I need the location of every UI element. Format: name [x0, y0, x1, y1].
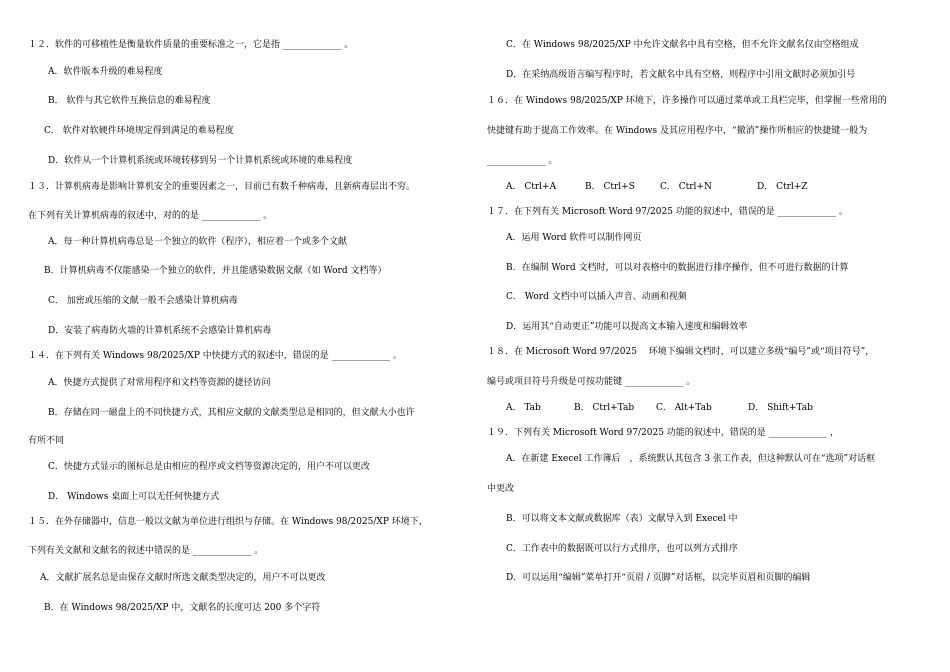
right-text-line: B．在编制 Word 文档时，可以对表格中的数据进行排序操作，但不可进行数据的计算	[506, 263, 849, 273]
right-text-line: A． Ctrl+A	[506, 182, 557, 192]
right-text-line: 编号或项目符号升级是可按功能键 _____________ 。	[487, 377, 696, 387]
left-text-line: １２．软件的可移植性是衡量软件质量的重要标准之一，它是指 _____________ 。	[28, 40, 354, 50]
left-text-line: １５．在外存储器中，信息一般以文献为单位进行组织与存储。在 Windows 98/2025/XP 环境下，	[28, 517, 428, 527]
right-text-line: 中更改	[487, 484, 515, 494]
right-text-line: A． Tab	[506, 403, 541, 413]
right-text-line: _____________ 。	[487, 156, 558, 166]
right-text-line: D．在采纳高级语言编写程序时，若文献名中具有空格，则程序中引用文献时必须加引号	[506, 70, 856, 80]
left-text-line: B．在 Windows 98/2025/XP 中，文献名的长度可达 200 多个字符	[44, 603, 321, 613]
left-text-line: C． 加密或压缩的文献一般不会感染计算机病毒	[48, 296, 238, 306]
left-text-line: D．安装了病毒防火墙的计算机系统不会感染计算机病毒	[48, 326, 272, 336]
left-text-line: A．软件版本升级的难易程度	[48, 67, 163, 77]
right-text-line: C． Word 文档中可以插入声音、动画和视频	[506, 292, 687, 302]
right-text-line: C．工作表中的数据既可以行方式排序，也可以列方式排序	[506, 544, 738, 554]
left-text-line: 在下列有关计算机病毒的叙述中，对的的是 _____________ 。	[28, 211, 273, 221]
right-text-line: １８．在 Microsoft Word 97/2025 环境下编辑文档时，可以建立多级“编号”或“项目符号”，	[487, 347, 875, 357]
left-text-line: １４．在下列有关 Windows 98/2025/XP 中快捷方式的叙述中，错误的是 _____________ 。	[28, 351, 402, 361]
right-text-line: D．可以运用“编辑”菜单打开“页眉 / 页脚”对话框，以完毕页眉和页脚的编辑	[506, 573, 811, 583]
right-text-line: D． Ctrl+Z	[757, 182, 808, 192]
left-text-line: A．文献扩展名总是由保存文献时所选文献类型决定的，用户不可以更改	[40, 573, 326, 583]
right-text-line: B．可以将文本文献或数据库（表）文献导入到 Execel 中	[506, 514, 738, 524]
right-text-line: B． Ctrl+Tab	[574, 403, 635, 413]
right-text-line: D．运用其“自动更正”功能可以提高文本输入速度和编辑效率	[506, 322, 748, 332]
right-text-line: １６．在 Windows 98/2025/XP 环境下，许多操作可以通过菜单或工具栏完毕，但掌握一些常用的	[487, 96, 887, 106]
right-text-line: 快捷键有助于提高工作效率。在 Windows 及其应用程序中，“撤消”操作所相应的快捷键一般为	[487, 126, 868, 136]
left-text-line: B．计算机病毒不仅能感染一个独立的软件，并且能感染数据文献（如 Word 文档等）	[44, 266, 387, 276]
right-text-line: １７．在下列有关 Microsoft Word 97/2025 功能的叙述中，错误的是 _____________ 。	[487, 207, 849, 217]
left-text-line: D．软件从一个计算机系统或环境转移到另一个计算机系统或环境的难易程度	[48, 156, 353, 166]
right-text-line: A．运用 Word 软件可以制作网页	[506, 233, 642, 243]
left-text-line: B．存储在同一磁盘上的不同快捷方式，其相应文献的文献类型总是相同的，但文献大小也许	[48, 408, 415, 418]
left-text-line: D． Windows 桌面上可以无任何快捷方式	[48, 492, 220, 502]
right-text-line: B． Ctrl+S	[585, 182, 635, 192]
right-text-line: C．在 Windows 98/2025/XP 中允许文献名中具有空格，但不允许文献名仅由空格组成	[506, 40, 859, 50]
left-text-line: C．快捷方式显示的图标总是由相应的程序或文档等资源决定的，用户不可以更改	[48, 462, 370, 472]
left-text-line: C． 软件对软硬件环境规定得到满足的难易程度	[44, 126, 234, 136]
left-text-line: A．快捷方式提供了对常用程序和文档等资源的捷径访问	[48, 378, 271, 388]
left-text-line: A．每一种计算机病毒总是一个独立的软件（程序），相应着一个或多个文献	[48, 237, 348, 247]
left-text-line: B． 软件与其它软件互换信息的难易程度	[48, 96, 211, 106]
right-text-line: １９．下列有关 Microsoft Word 97/2025 功能的叙述中，错误的是 _____________ ，	[487, 428, 840, 438]
left-text-line: １３．计算机病毒是影响计算机安全的重要因素之一，目前已有数千种病毒，且新病毒层出不穷。	[28, 182, 416, 192]
left-text-line: 有所不同	[28, 436, 65, 446]
left-text-line: 下列有关文献和文献名的叙述中错误的是 _____________ 。	[28, 546, 264, 556]
right-text-line: A．在新建 Execel 工作簿后 ，系统默认其包含 3 张工作表，但这种默认可在“选项”对话框	[506, 454, 876, 464]
right-text-line: C． Alt+Tab	[656, 403, 712, 413]
right-text-line: C． Ctrl+N	[660, 182, 712, 192]
right-text-line: D． Shift+Tab	[748, 403, 813, 413]
